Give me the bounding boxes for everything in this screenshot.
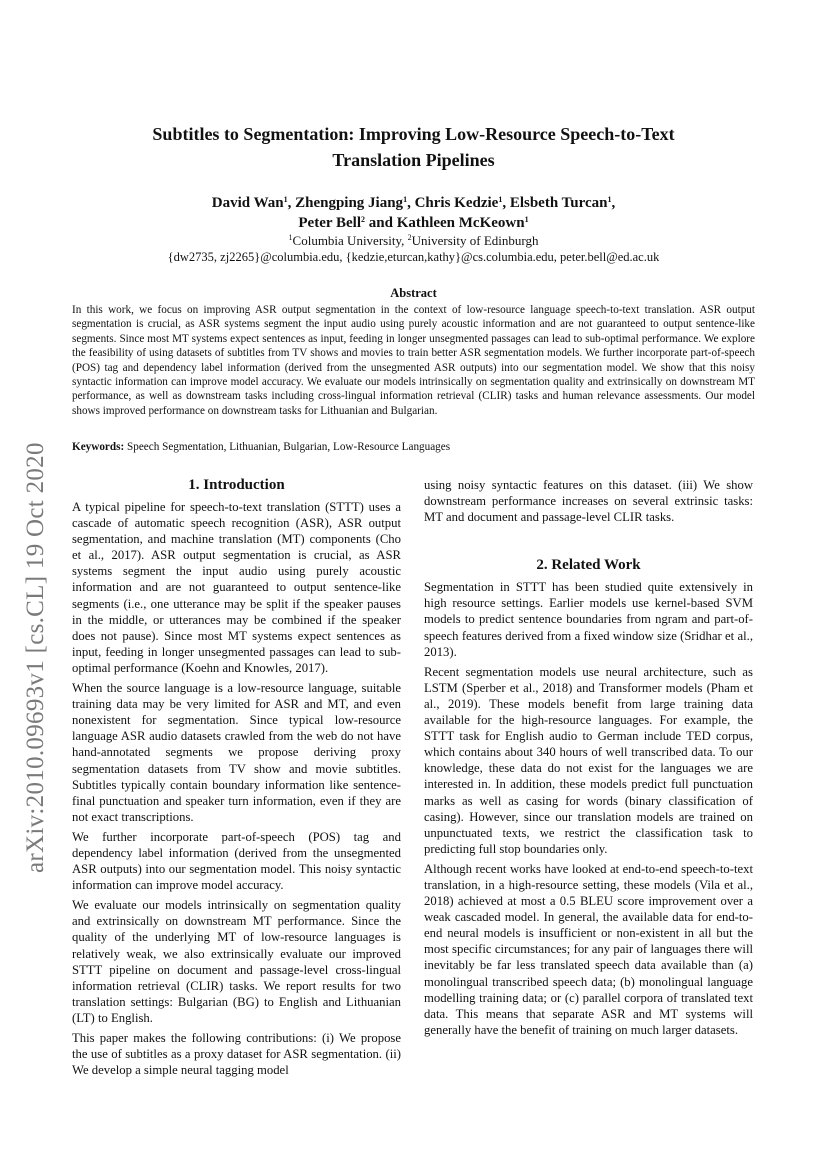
title-line-2: Translation Pipelines	[332, 150, 495, 170]
keywords-list: Speech Segmentation, Lithuanian, Bulgarian, Low-Resource Languages	[127, 441, 451, 453]
body-paragraph-continued: using noisy syntactic features on this dataset. (iii) We show downstream performance increases on several extrinsic tasks: MT and document and passage-level CLIR tasks.	[424, 478, 753, 525]
right-column	[424, 477, 753, 1042]
section-heading-introduction: 1. Introduction	[188, 477, 285, 493]
body-paragraph: A typical pipeline for speech-to-text translation (STTT) uses a cascade of automatic speech recognition (ASR), ASR output segmentation, and machine translation (MT) components (Cho et al., 2017). ASR output segmentation is crucial, as ASR systems segment the input audio using purely acoustic information and are not guaranteed to output sentence-like segments (i.e., one utterance may be split if the speaker pauses in the middle, or utterances may be combined if the speaker does not pause). Since most MT systems expect sentences as input, feeding in longer unsegmented passages can lead to sub-optimal performance (Koehn and Knowles, 2017).	[72, 500, 401, 675]
author-name: Chris Kedzie	[414, 195, 499, 211]
author-line-2	[72, 213, 755, 233]
paper-title	[72, 121, 755, 173]
author-affil-mark: 1	[607, 195, 612, 204]
author-name: Zhengping Jiang	[295, 195, 404, 211]
author-emails: {dw2735, zj2265}@columbia.edu, {kedzie,eturcan,kathy}@cs.columbia.edu, peter.bell@ed.ac.uk	[167, 250, 660, 264]
left-column	[72, 477, 401, 1082]
body-paragraph: When the source language is a low-resource language, suitable training data may be very limited for ASR and MT, and even nonexistent for segmentation. Since typical low-resource language ASR audio datasets crawled from the web do not have hand-annotated segments we propose deriving proxy segmentation datasets from TV show and movie subtitles. Subtitles typically contain boundary information like sentence-final punctuation and speaker turn information, even if they are not exact transcriptions.	[72, 681, 401, 824]
affiliation-columbia: Columbia University,	[292, 233, 408, 248]
affiliation-edinburgh: University of Edinburgh	[411, 233, 539, 248]
author-list	[72, 193, 755, 233]
keywords	[72, 440, 755, 454]
body-paragraph: We further incorporate part-of-speech (POS) tag and dependency label information (derived from the unsegmented ASR outputs) into our segmentation model. This noisy syntactic information can improve model accuracy.	[72, 829, 401, 893]
body-paragraph: We evaluate our models intrinsically on segmentation quality and extrinsically on downstream MT performance. Since the quality of the underlying MT of low-resource languages is relatively weak, we also extrinsically evaluate our improved STTT pipeline on document and passage-level cross-lingual information retrieval (CLIR) tasks. We report results for two translation settings: Bulgarian (BG) to English and Lithuanian (LT) to English.	[72, 898, 401, 1025]
section-heading-related-work: 2. Related Work	[536, 557, 641, 574]
author-affil-mark: 1	[283, 195, 288, 204]
author-name: David Wan	[211, 195, 284, 211]
arxiv-identifier: arXiv:2010.09693v1 [cs.CL] 19 Oct 2020	[22, 442, 49, 873]
keywords-label: Keywords:	[72, 441, 125, 453]
affil-mark: 2	[407, 233, 412, 242]
abstract-heading: Abstract	[390, 286, 437, 300]
body-paragraph: Segmentation in STTT has been studied quite extensively in high resource settings. Earlier models use kernel-based SVM models to predict sentence boundaries from ngram and part-of-speech features derived from a fixed window size (Sridhar et al., 2013).	[424, 580, 753, 659]
author-affil-mark: 2	[361, 215, 365, 224]
author-conjunction: and	[368, 215, 393, 231]
affiliations	[72, 232, 755, 249]
abstract-text: In this work, we focus on improving ASR output segmentation in the context of low-resource language speech-to-text translation. ASR output segmentation is crucial, as ASR systems segment the input audio using purely acoustic information and are not guaranteed to output sentence-like segments. Since most MT systems expect sentences as input, feeding in longer unsegmented passages can lead to sub-optimal performance. We explore the feasibility of using datasets of subtitles from TV shows and movies to train better ASR segmentation models. We further incorporate part-of-speech (POS) tag and dependency label information (derived from the unsegmented ASR outputs) into our segmentation model. We show that this noisy syntactic information can improve model accuracy. We evaluate our models intrinsically on segmentation quality and extrinsically on downstream MT performance, as well as downstream tasks including cross-lingual information retrieval (CLIR) tasks and human relevance assessments. Our model shows improved performance on downstream tasks for Lithuanian and Bulgarian.	[72, 304, 755, 417]
section-spacer	[424, 529, 753, 557]
body-paragraph: This paper makes the following contributions: (i) We propose the use of subtitles as a proxy dataset for ASR segmentation. (ii) We develop a simple neural tagging model	[72, 1031, 401, 1078]
body-paragraph: Recent segmentation models use neural architecture, such as LSTM (Sperber et al., 2018) and Transformer models (Pham et al., 2019). These models benefit from large training data available for the high-resource languages. For example, the STTT task for English audio to German include TED corpus, which contains about 340 hours of well transcribed data. To our knowledge, these data do not exist for the languages we are interested in. In addition, these models predict full punctuation marks as well as casing for words (binary classification of casing). However, since our translation models are trained on unpunctuated texts, we restrict the classification task to predicting full stop boundaries only.	[424, 664, 753, 856]
author-name: Elsbeth Turcan	[509, 195, 608, 211]
author-name: Peter Bell	[298, 215, 361, 231]
affil-mark: 1	[288, 233, 293, 242]
author-affil-mark: 1	[524, 215, 529, 224]
title-line-1: Subtitles to Segmentation: Improving Low-Resource Speech-to-Text	[152, 124, 675, 144]
author-line-1: David Wan$^1$, Zhengping Jiang$^1$, Chris Kedzie$^1$, Elsbeth Turcan$^1$,	[211, 195, 616, 211]
author-affil-mark: 1	[498, 195, 503, 204]
author-name: Kathleen McKeown	[396, 215, 525, 231]
author-affil-mark: 1	[403, 195, 408, 204]
body-paragraph: Although recent works have looked at end-to-end speech-to-text translation, in a high-resource setting, these models (Vila et al., 2018) achieved at most a 0.5 BLEU score improvement over a weak cascaded model. In general, the available data for end-to-end neural models is insufficient or non-existent in all but the most specific circumstances; for any pair of languages there will inevitably be far less translated speech data available than (a) monolingual transcribed speech data; (b) monolingual language modelling training data; or (c) parallel corpora of translated text data. This means that separate ASR and MT systems will generally have the benefit of training on much larger datasets.	[424, 861, 753, 1037]
